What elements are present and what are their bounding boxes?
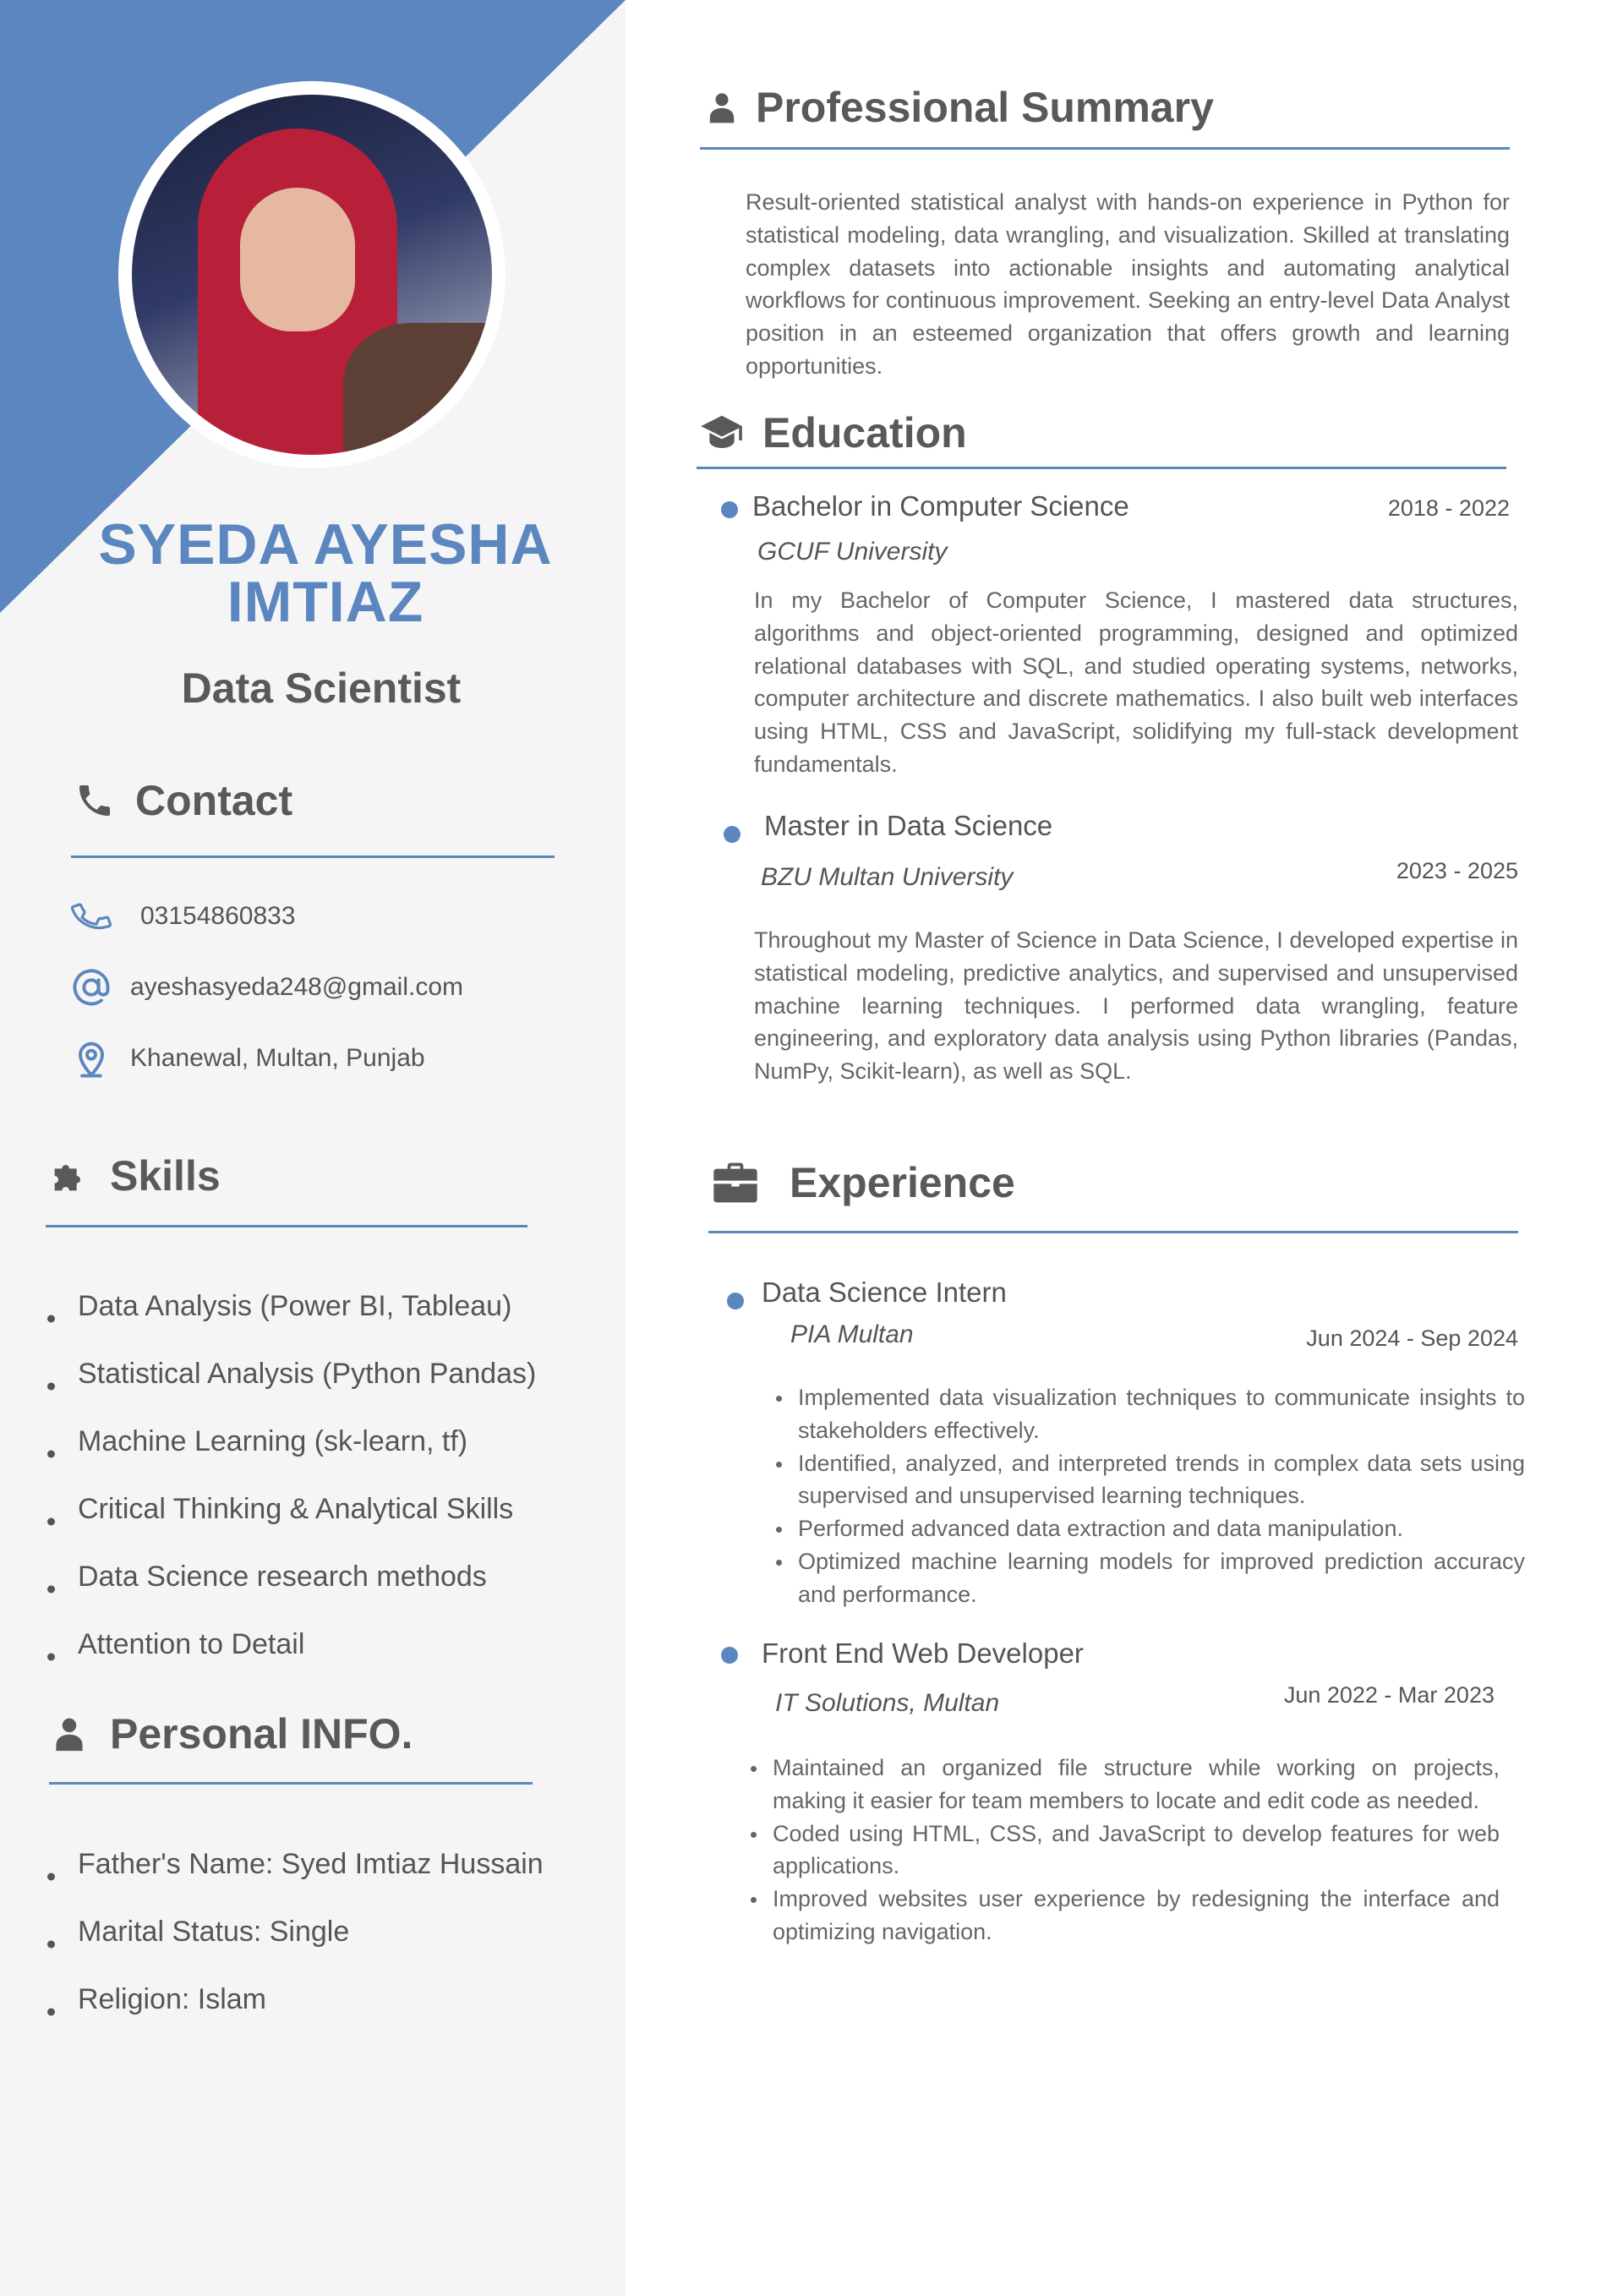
contact-email-text[interactable]: ayeshasyeda248@gmail.com — [130, 973, 463, 1001]
experience-dates: Jun 2022 - Mar 2023 — [1283, 1682, 1495, 1708]
timeline-dot — [727, 1293, 744, 1309]
candidate-first-name: SYEDA AYESHA — [98, 512, 553, 577]
skill-item: Data Science research methods — [46, 1555, 536, 1623]
profile-photo-frame — [118, 81, 505, 468]
experience-role: Data Science Intern — [762, 1276, 1007, 1308]
job-title: Data Scientist — [181, 664, 462, 712]
experience-heading-label: Experience — [790, 1159, 1015, 1206]
education-degree: Bachelor in Computer Science — [752, 490, 1129, 522]
personal-info-item: Religion: Islam — [46, 1978, 544, 2046]
experience-bullets — [747, 1752, 1500, 1949]
experience-bullet: Performed advanced data extraction and data manipulation. — [773, 1512, 1525, 1545]
experience-heading — [712, 1158, 1015, 1207]
puzzle-icon — [46, 1152, 93, 1200]
contact-email — [68, 964, 463, 1011]
skill-item: Attention to Detail — [46, 1623, 536, 1691]
skill-item: Statistical Analysis (Python Pandas) — [46, 1353, 536, 1420]
summary-heading-label: Professional Summary — [756, 84, 1214, 131]
sidebar — [0, 0, 626, 2296]
education-degree: Master in Data Science — [764, 810, 1053, 841]
summary-divider — [700, 147, 1510, 150]
graduation-cap-icon — [698, 409, 746, 456]
contact-address-text: Khanewal, Multan, Punjab — [130, 1044, 425, 1072]
personal-info-item: Father's Name: Syed Imtiaz Hussain — [46, 1843, 544, 1911]
location-pin-icon — [68, 1035, 115, 1082]
person-icon — [46, 1710, 93, 1758]
contact-phone-text: 03154860833 — [140, 902, 296, 930]
skills-divider — [46, 1225, 527, 1227]
summary-heading — [698, 83, 1214, 132]
experience-bullets — [773, 1381, 1525, 1611]
education-dates: 2018 - 2022 — [1387, 495, 1510, 521]
profile-photo — [132, 95, 492, 455]
contact-phone — [68, 893, 296, 940]
skills-list — [46, 1285, 536, 1691]
contact-divider — [71, 856, 555, 858]
timeline-dot — [724, 826, 740, 843]
experience-bullet: Optimized machine learning models for improved prediction accuracy and performance. — [773, 1545, 1525, 1611]
contact-address — [68, 1035, 425, 1082]
skill-item: Critical Thinking & Analytical Skills — [46, 1488, 536, 1555]
experience-bullet: Improved websites user experience by redesigning the interface and optimizing navigation. — [747, 1883, 1500, 1949]
education-school: BZU Multan University — [761, 863, 1014, 891]
education-description: In my Bachelor of Computer Science, I mastered data structures, algorithms and object-oriented programming, designed and optimized relational databases with SQL, and studied operating systems, networks, computer architecture and discrete mathematics. I also built web interfaces using HTML, CSS and JavaScript, solidifying my full-stack development fundamentals. — [754, 588, 1518, 777]
at-sign-icon — [68, 964, 115, 1011]
personal-info-heading — [46, 1709, 413, 1758]
briefcase-icon — [712, 1159, 759, 1206]
experience-dates: Jun 2024 - Sep 2024 — [1306, 1326, 1518, 1351]
experience-bullet: Maintained an organized file structure while working on projects, making it easier for team members to locate and edit code as needed. — [747, 1752, 1500, 1818]
education-description: Throughout my Master of Science in Data Science, I developed expertise in statistical modeling, predictive analytics, and supervised and unsupervised machine learning techniques. I performed data wrangling, feature engineering, and exploratory data analysis using Python libraries (Pandas, NumPy, Scikit-learn), as well as SQL. — [754, 927, 1518, 1085]
summary-text: Result-oriented statistical analyst with hands-on experience in Python for statistical modeling, data wrangling, and visualization. Skilled at translating complex datasets into actionable insights and automating analytical workflows for continuous improvement. Seeking an entry-level Data Analyst position in an esteemed organization that offers growth and learning opportunities. — [746, 189, 1510, 379]
experience-bullet: Coded using HTML, CSS, and JavaScript to develop features for web applications. — [747, 1818, 1500, 1883]
education-school: GCUF University — [757, 538, 948, 566]
contact-heading — [71, 776, 292, 825]
timeline-dot — [721, 1647, 738, 1664]
personal-info-divider — [49, 1782, 533, 1785]
contact-heading-label: Contact — [135, 777, 293, 824]
skill-item: Data Analysis (Power BI, Tableau) — [46, 1285, 536, 1353]
phone-icon — [71, 777, 118, 824]
timeline-dot — [721, 501, 738, 518]
personal-info-list — [46, 1843, 544, 2046]
personal-info-heading-label: Personal INFO. — [110, 1710, 413, 1758]
experience-company: IT Solutions, Multan — [775, 1689, 1000, 1717]
personal-info-item: Marital Status: Single — [46, 1911, 544, 1978]
candidate-last-name: IMTIAZ — [227, 570, 424, 634]
experience-role: Front End Web Developer — [762, 1637, 1084, 1669]
experience-divider — [708, 1231, 1518, 1233]
experience-bullet: Identified, analyzed, and interpreted trends in complex data sets using supervised and unsupervised learning techniques. — [773, 1447, 1525, 1513]
education-dates: 2023 - 2025 — [1396, 858, 1518, 883]
experience-bullet: Implemented data visualization techniques to communicate insights to stakeholders effectively. — [773, 1381, 1525, 1447]
skill-item: Machine Learning (sk-learn, tf) — [46, 1420, 536, 1488]
skills-heading — [46, 1151, 221, 1200]
phone-outline-icon — [68, 893, 115, 940]
education-divider — [697, 467, 1506, 469]
experience-company: PIA Multan — [790, 1320, 914, 1348]
education-heading-label: Education — [762, 409, 967, 456]
education-heading — [698, 408, 967, 457]
skills-heading-label: Skills — [110, 1152, 221, 1200]
candidate-name — [51, 512, 600, 634]
person-icon — [698, 84, 746, 131]
